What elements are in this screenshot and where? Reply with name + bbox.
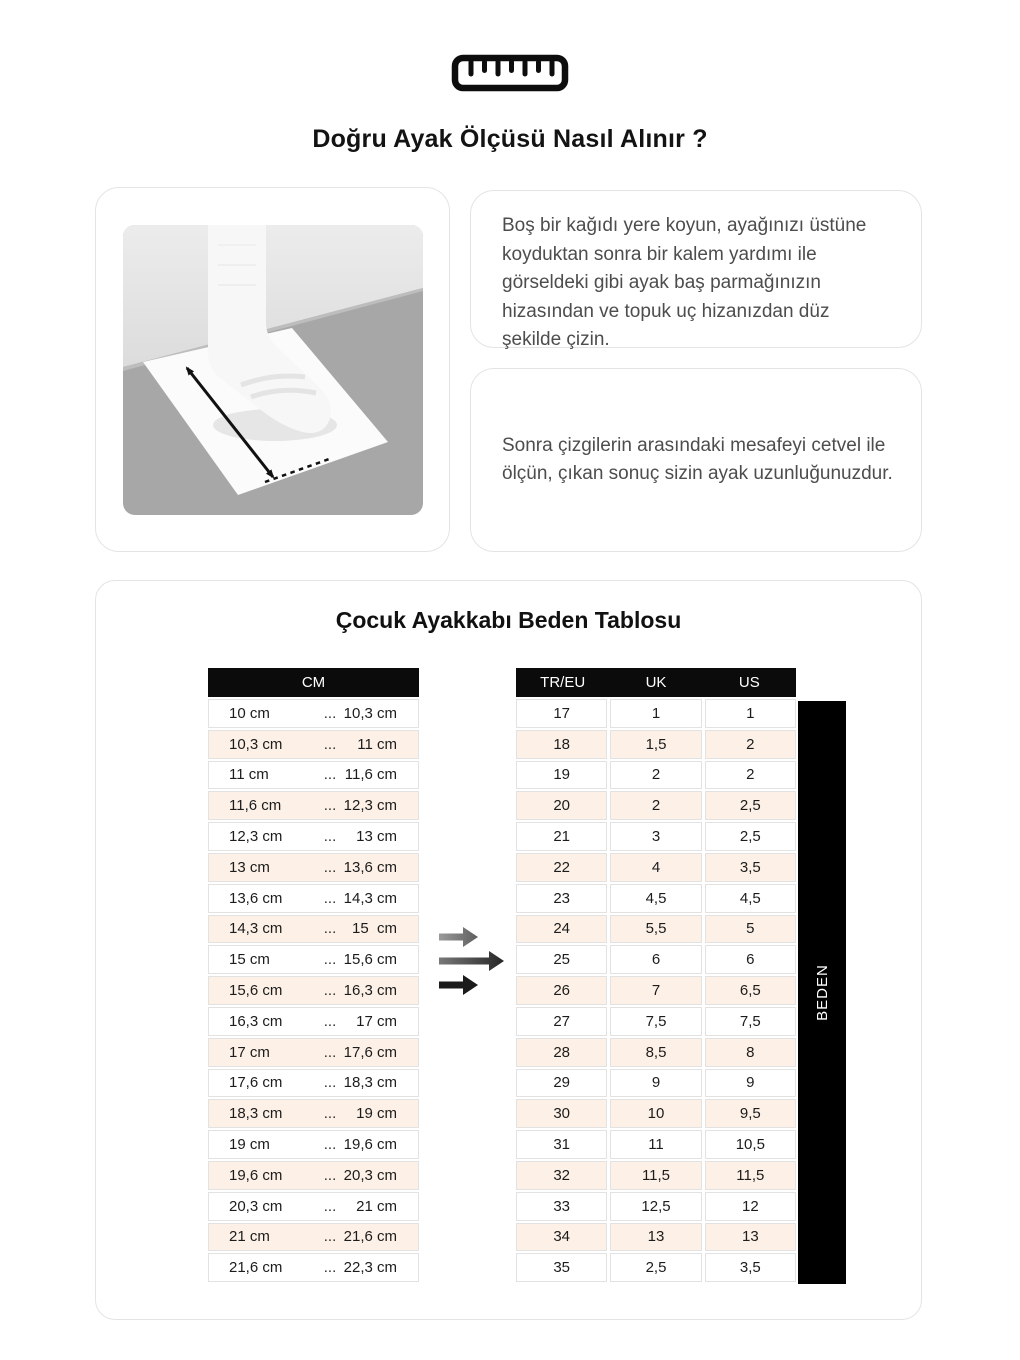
beden-sidebar bbox=[798, 701, 846, 1284]
cm-range-from: 10,3 cm bbox=[229, 735, 283, 753]
cm-table-row bbox=[208, 1130, 419, 1159]
cm-table-row bbox=[208, 915, 419, 944]
size-cell: 11,5 bbox=[610, 1161, 701, 1190]
size-cell: 13 bbox=[705, 1223, 796, 1252]
size-table-row bbox=[516, 1038, 796, 1067]
cm-range-from: 14,3 cm bbox=[229, 920, 283, 938]
size-cell: 1 bbox=[610, 699, 701, 728]
cm-table-row bbox=[208, 945, 419, 974]
size-table-row bbox=[516, 1253, 796, 1282]
cm-range-from: 16,3 cm bbox=[229, 1012, 283, 1030]
size-table-header bbox=[516, 668, 796, 697]
cm-range-to: 17,6 cm bbox=[343, 1043, 397, 1061]
cm-range-separator: ... bbox=[323, 735, 337, 753]
size-table-row bbox=[516, 1161, 796, 1190]
size-cell: 20 bbox=[516, 791, 607, 820]
size-table-row bbox=[516, 822, 796, 851]
cm-range-from: 21,6 cm bbox=[229, 1259, 283, 1277]
cm-range-from: 19,6 cm bbox=[229, 1166, 283, 1184]
cm-table-row bbox=[208, 853, 419, 882]
size-cell: 27 bbox=[516, 1007, 607, 1036]
ruler-icon bbox=[451, 54, 569, 92]
size-cell: 12,5 bbox=[610, 1192, 701, 1221]
size-cell: 2 bbox=[705, 730, 796, 759]
size-cell: 25 bbox=[516, 945, 607, 974]
cm-range-from: 15 cm bbox=[229, 951, 270, 969]
size-cell: 2 bbox=[610, 761, 701, 790]
instruction-step-1-text: Boş bir kağıdı yere koyun, ayağınızı üstüne koyduktan sonra bir kalem yardımı ile görseldeki gibi ayak baş parmağınızın hizasından ve topuk uç hizanızdan düz şekilde çizin. bbox=[502, 215, 867, 350]
cm-range-separator: ... bbox=[323, 1012, 337, 1030]
size-cell: 7,5 bbox=[705, 1007, 796, 1036]
cm-range-separator: ... bbox=[323, 982, 337, 1000]
cm-range-separator: ... bbox=[323, 1074, 337, 1092]
cm-table-row bbox=[208, 976, 419, 1005]
cm-table-row bbox=[208, 699, 419, 728]
cm-range-separator: ... bbox=[323, 828, 337, 846]
cm-table bbox=[208, 668, 419, 1284]
cm-range-to: 19,6 cm bbox=[343, 1136, 397, 1154]
size-cell: 18 bbox=[516, 730, 607, 759]
size-table-row bbox=[516, 945, 796, 974]
size-table-row bbox=[516, 915, 796, 944]
size-cell: 8,5 bbox=[610, 1038, 701, 1067]
size-cell: 1 bbox=[705, 699, 796, 728]
cm-range-to: 19 cm bbox=[356, 1105, 397, 1123]
cm-table-row bbox=[208, 761, 419, 790]
cm-table-row bbox=[208, 1161, 419, 1190]
size-cell: 4 bbox=[610, 853, 701, 882]
size-table-row bbox=[516, 761, 796, 790]
size-cell: 32 bbox=[516, 1161, 607, 1190]
size-cell: 4,5 bbox=[705, 884, 796, 913]
cm-range-to: 11,6 cm bbox=[344, 766, 397, 784]
size-cell: 12 bbox=[705, 1192, 796, 1221]
size-table bbox=[516, 668, 796, 1284]
cm-range-to: 15,6 cm bbox=[343, 951, 397, 969]
cm-range-separator: ... bbox=[323, 1166, 337, 1184]
section-title: Çocuk Ayakkabı Beden Tablosu bbox=[335, 607, 682, 633]
size-table-row bbox=[516, 976, 796, 1005]
size-cell: 11 bbox=[610, 1130, 701, 1159]
page-title: Doğru Ayak Ölçüsü Nasıl Alınır ? bbox=[312, 125, 708, 153]
measurement-photo-card bbox=[95, 187, 450, 552]
cm-range-to: 21,6 cm bbox=[343, 1228, 397, 1246]
cm-range-from: 13,6 cm bbox=[229, 889, 283, 907]
size-cell: 35 bbox=[516, 1253, 607, 1282]
instruction-step-2-text: Sonra çizgilerin arasındaki mesafeyi cetvel ile ölçün, çıkan sonuç sizin ayak uzunluğunuzdur. bbox=[502, 434, 893, 484]
size-cell: 9 bbox=[705, 1069, 796, 1098]
size-cell: 3 bbox=[610, 822, 701, 851]
cm-range-to: 15 cm bbox=[351, 920, 397, 938]
size-cell: 7,5 bbox=[610, 1007, 701, 1036]
cm-range-from: 15,6 cm bbox=[229, 982, 283, 1000]
instruction-step-1-card bbox=[470, 190, 922, 348]
cm-range-from: 13 cm bbox=[229, 858, 270, 876]
cm-range-to: 21 cm bbox=[356, 1197, 397, 1215]
foot-measurement-photo bbox=[123, 225, 423, 515]
cm-range-separator: ... bbox=[323, 1136, 337, 1154]
cm-range-to: 13,6 cm bbox=[343, 858, 397, 876]
cm-range-to: 10,3 cm bbox=[343, 704, 397, 722]
size-cell: 5 bbox=[705, 915, 796, 944]
size-cell: 10,5 bbox=[705, 1130, 796, 1159]
cm-table-row bbox=[208, 822, 419, 851]
col-header-uk: UK bbox=[645, 674, 667, 691]
size-cell: 6 bbox=[705, 945, 796, 974]
size-cell: 2,5 bbox=[610, 1253, 701, 1282]
size-cell: 2,5 bbox=[705, 822, 796, 851]
instruction-step-2-card bbox=[470, 368, 922, 552]
cm-range-separator: ... bbox=[323, 920, 337, 938]
size-table-row bbox=[516, 884, 796, 913]
size-table-body bbox=[516, 699, 796, 1282]
cm-range-to: 22,3 cm bbox=[343, 1259, 397, 1277]
size-cell: 29 bbox=[516, 1069, 607, 1098]
size-cell: 34 bbox=[516, 1223, 607, 1252]
size-cell: 4,5 bbox=[610, 884, 701, 913]
cm-range-separator: ... bbox=[323, 1228, 337, 1246]
cm-range-separator: ... bbox=[323, 858, 337, 876]
cm-table-row bbox=[208, 1038, 419, 1067]
cm-range-from: 11 cm bbox=[229, 766, 269, 784]
size-cell: 9 bbox=[610, 1069, 701, 1098]
cm-range-to: 18,3 cm bbox=[343, 1074, 397, 1092]
size-cell: 23 bbox=[516, 884, 607, 913]
size-table-row bbox=[516, 1192, 796, 1221]
size-table-row bbox=[516, 1130, 796, 1159]
cm-range-separator: ... bbox=[323, 951, 337, 969]
size-cell: 2,5 bbox=[705, 791, 796, 820]
size-cell: 13 bbox=[610, 1223, 701, 1252]
col-header-tr-eu: TR/EU bbox=[540, 674, 586, 691]
cm-range-from: 17,6 cm bbox=[229, 1074, 283, 1092]
cm-range-from: 21 cm bbox=[229, 1228, 270, 1246]
cm-range-separator: ... bbox=[323, 797, 337, 815]
size-cell: 22 bbox=[516, 853, 607, 882]
cm-table-row bbox=[208, 1007, 419, 1036]
cm-range-from: 17 cm bbox=[229, 1043, 270, 1061]
size-cell: 3,5 bbox=[705, 853, 796, 882]
size-table-row bbox=[516, 730, 796, 759]
size-cell: 8 bbox=[705, 1038, 796, 1067]
size-table-row bbox=[516, 1223, 796, 1252]
size-cell: 26 bbox=[516, 976, 607, 1005]
cm-range-from: 11,6 cm bbox=[229, 797, 282, 815]
cm-range-to: 11 cm bbox=[357, 735, 397, 753]
beden-label: BEDEN bbox=[813, 964, 831, 1021]
cm-table-body bbox=[208, 699, 419, 1282]
size-cell: 10 bbox=[610, 1099, 701, 1128]
col-header-us: US bbox=[738, 674, 760, 691]
size-cell: 2 bbox=[610, 791, 701, 820]
transfer-arrows-icon bbox=[436, 924, 504, 998]
size-cell: 1,5 bbox=[610, 730, 701, 759]
cm-range-from: 10 cm bbox=[229, 704, 270, 722]
size-cell: 30 bbox=[516, 1099, 607, 1128]
size-table-section bbox=[95, 580, 922, 1320]
cm-range-separator: ... bbox=[323, 1043, 337, 1061]
cm-table-row bbox=[208, 1099, 419, 1128]
cm-range-separator: ... bbox=[323, 889, 337, 907]
size-table-row bbox=[516, 1099, 796, 1128]
cm-table-row bbox=[208, 791, 419, 820]
cm-range-separator: ... bbox=[323, 1197, 337, 1215]
size-table-row bbox=[516, 1069, 796, 1098]
size-cell: 2 bbox=[705, 761, 796, 790]
cm-range-from: 19 cm bbox=[229, 1136, 270, 1154]
cm-range-to: 12,3 cm bbox=[343, 797, 397, 815]
size-cell: 11,5 bbox=[705, 1161, 796, 1190]
size-cell: 31 bbox=[516, 1130, 607, 1159]
cm-range-from: 18,3 cm bbox=[229, 1105, 283, 1123]
size-cell: 3,5 bbox=[705, 1253, 796, 1282]
size-cell: 33 bbox=[516, 1192, 607, 1221]
size-cell: 5,5 bbox=[610, 915, 701, 944]
cm-range-from: 12,3 cm bbox=[229, 828, 283, 846]
cm-range-to: 13 cm bbox=[356, 828, 397, 846]
size-cell: 7 bbox=[610, 976, 701, 1005]
size-table-row bbox=[516, 791, 796, 820]
cm-range-separator: ... bbox=[323, 704, 337, 722]
size-cell: 21 bbox=[516, 822, 607, 851]
cm-range-to: 16,3 cm bbox=[343, 982, 397, 1000]
size-cell: 19 bbox=[516, 761, 607, 790]
cm-range-from: 20,3 cm bbox=[229, 1197, 283, 1215]
cm-table-row bbox=[208, 730, 419, 759]
size-cell: 24 bbox=[516, 915, 607, 944]
size-cell: 9,5 bbox=[705, 1099, 796, 1128]
cm-table-row bbox=[208, 1192, 419, 1221]
cm-range-to: 14,3 cm bbox=[343, 889, 397, 907]
size-table-row bbox=[516, 853, 796, 882]
cm-range-to: 20,3 cm bbox=[343, 1166, 397, 1184]
size-table-row bbox=[516, 1007, 796, 1036]
size-cell: 6 bbox=[610, 945, 701, 974]
cm-range-separator: ... bbox=[323, 1259, 337, 1277]
cm-table-row bbox=[208, 1069, 419, 1098]
cm-range-separator: ... bbox=[323, 766, 337, 784]
cm-range-separator: ... bbox=[323, 1105, 337, 1123]
cm-table-row bbox=[208, 1223, 419, 1252]
cm-table-header: CM bbox=[208, 668, 419, 697]
cm-table-row bbox=[208, 884, 419, 913]
cm-table-row bbox=[208, 1253, 419, 1282]
cm-range-to: 17 cm bbox=[356, 1012, 397, 1030]
size-cell: 17 bbox=[516, 699, 607, 728]
size-cell: 28 bbox=[516, 1038, 607, 1067]
size-cell: 6,5 bbox=[705, 976, 796, 1005]
size-table-row bbox=[516, 699, 796, 728]
